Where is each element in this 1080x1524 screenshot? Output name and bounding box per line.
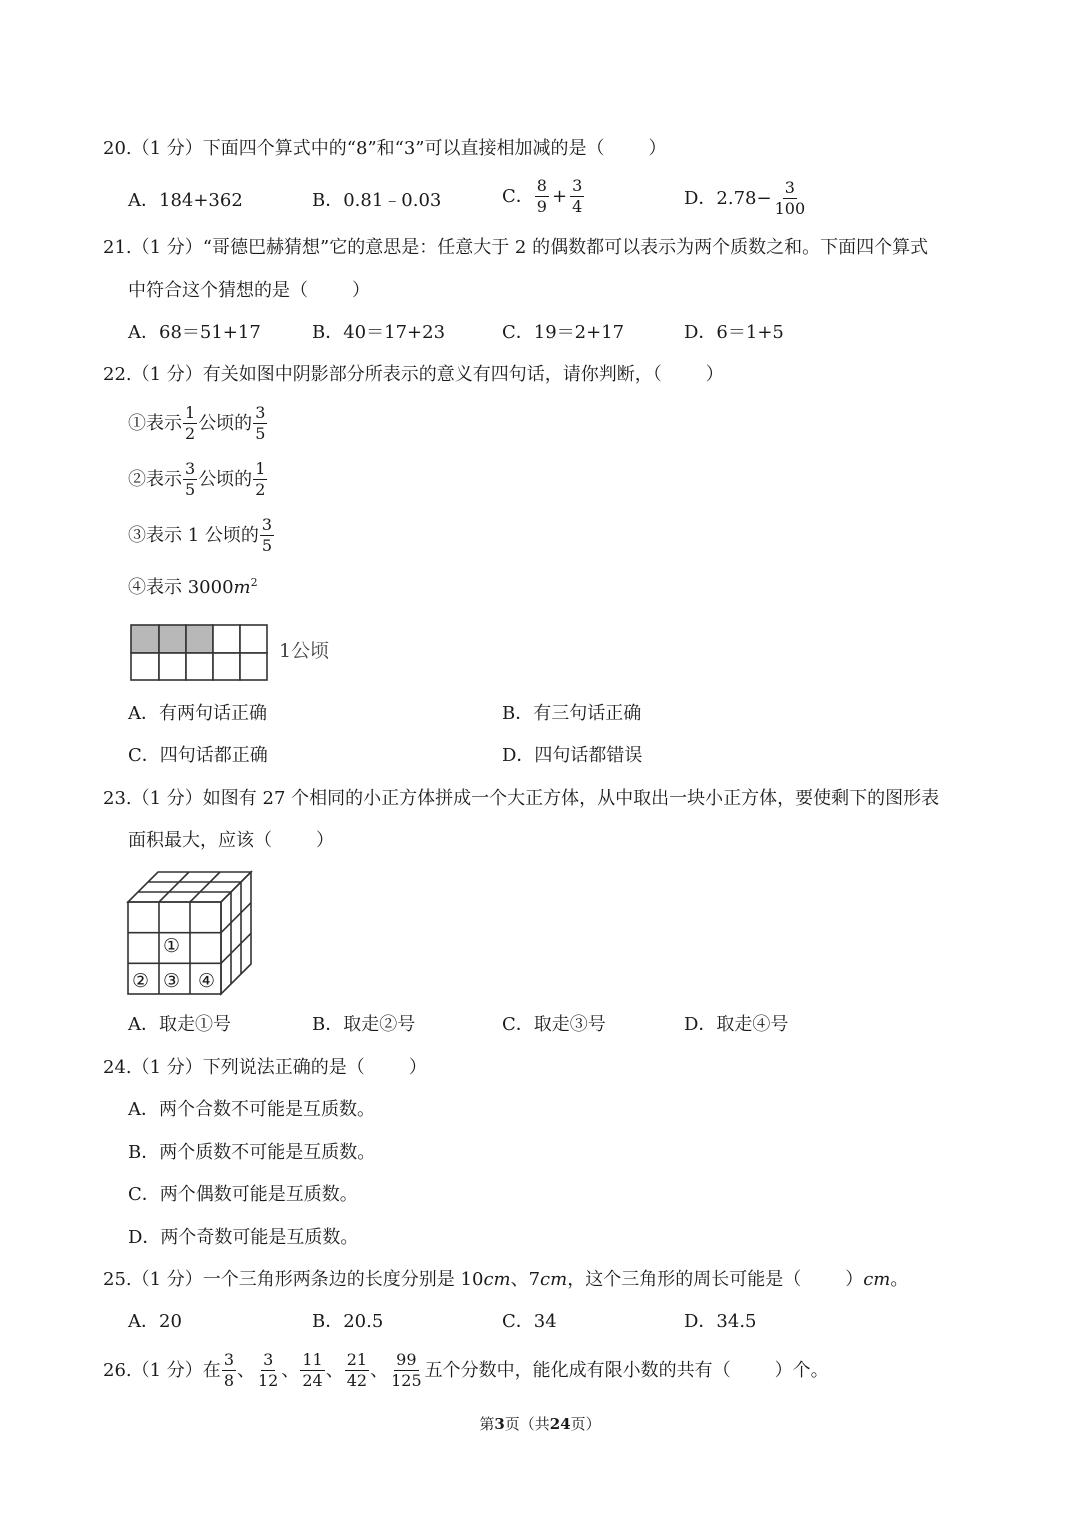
q22-statement-2: ②表示 $\frac{3}{5}$ 公顷的 $\frac{1}{2}$ [128,459,266,499]
q22-option-a: A．有两句话正确 [128,703,267,724]
q21-stem-line1: 21.（1 分）“哥德巴赫猜想”它的意思是：任意大于 2 的偶数都可以表示为两个质数之和。下面四个算式 [103,237,929,258]
q25-option-a: A．20 [128,1311,182,1332]
q23-option-c: C．取走③号 [502,1014,606,1035]
q21-option-b: B．40＝17+23 [312,322,446,343]
hectare-figure-label: 1公顷 [279,640,330,662]
q22-option-b: B．有三句话正确 [502,703,642,724]
q22-option-c: C．四句话都正确 [128,745,268,766]
grid-cell [186,653,213,680]
cube-label-4: ④ [198,970,216,992]
q20-option-a: A．184+362 [128,190,243,211]
q22-option-d: D．四句话都错误 [502,745,643,766]
fraction: $\frac{11}{24}$ [302,1350,323,1390]
fraction: $\frac{3}{100}$ [774,178,806,218]
q22-statement-1: ①表示 $\frac{1}{2}$ 公顷的 $\frac{3}{5}$ [128,403,266,443]
q25-option-b: B．20.5 [312,1311,384,1332]
hectare-grid-figure [128,622,273,684]
q23-option-a: A．取走①号 [128,1014,231,1035]
cube-right-face [221,872,251,994]
grid-cell-shaded [131,625,159,653]
q22-statement-3: ③表示 1 公顷的 $\frac{3}{5}$ [128,515,273,555]
q21-option-d: D．6＝1+5 [684,322,784,343]
grid-cell [240,653,267,680]
fraction: $\frac{3}{12}$ [258,1350,279,1390]
page-footer: 第3页（共24页） [479,1415,601,1433]
fraction: $\frac{3}{8}$ [223,1350,234,1390]
fraction: $\frac{1}{2}$ [185,403,196,443]
q24-option-a: A．两个合数不可能是互质数。 [128,1099,375,1120]
q25-option-d: D．34.5 [684,1311,757,1332]
q21-stem-line2: 中符合这个猜想的是（ ） [128,280,370,301]
fraction: $\frac{1}{2}$ [255,459,266,499]
grid-cell-shaded [186,625,213,653]
q25-stem: 25.（1 分）一个三角形两条边的长度分别是 10cm、7cm，这个三角形的周长可能是（ ）cm。 [103,1269,909,1290]
fraction: $\frac{99}{125}$ [391,1350,422,1390]
q22-statement-4: ④表示 $3000m^2$ [128,576,258,598]
q21-option-c: C．19＝2+17 [502,322,625,343]
q20-option-b: B．0.81﹣0.03 [312,190,442,211]
q24-option-b: B．两个质数不可能是互质数。 [128,1142,376,1163]
fraction: $\frac{3}{5}$ [185,459,196,499]
q23-option-d: D．取走④号 [684,1014,789,1035]
q23-stem-line2: 面积最大，应该（ ） [128,830,334,851]
grid-cell [131,653,159,680]
grid-cell [159,653,186,680]
cube-label-3: ③ [163,970,181,992]
q20-option-d: D．2.78− $\frac{3}{100}$ [684,178,806,218]
q24-option-d: D．两个奇数可能是互质数。 [128,1227,359,1248]
q23-option-b: B．取走②号 [312,1014,416,1035]
q25-option-c: C．34 [502,1311,557,1332]
fraction: $\frac{8}{9}$ [536,176,547,216]
grid-cell-shaded [159,625,186,653]
fraction: $\frac{3}{5}$ [261,515,273,555]
cube-label-1: ① [163,935,181,957]
q26-stem: 26.（1 分）在 $\frac{3}{8}$ 、 $\frac{3}{12}$ 、 $\frac{11}{24}$ 、 $\frac{21}{42}$ 、 $\frac{99}{125}$ 五个分数中，能化成有限小数的共有（ ）个。 [103,1350,829,1390]
fraction: $\frac{3}{5}$ [255,403,266,443]
grid-cell [213,653,240,680]
cube-label-2: ② [132,970,150,992]
q23-stem-line1: 23.（1 分）如图有 27 个相同的小正方体拼成一个大正方体，从中取出一块小正方体，要使剩下的图形表 [103,788,940,809]
q22-stem: 22.（1 分）有关如图中阴影部分所表示的意义有四句话，请你判断，（ ） [103,364,724,385]
grid-cell [240,625,267,653]
q20-option-c: C． $\frac{8}{9}$ + $\frac{3}{4}$ [502,176,583,216]
fraction: $\frac{21}{42}$ [346,1350,368,1390]
q24-stem: 24.（1 分）下列说法正确的是（ ） [103,1057,427,1078]
q20-stem: 20.（1 分）下面四个算式中的“8”和“3”可以直接相加减的是（ ） [103,138,667,159]
grid-cell [213,625,240,653]
fraction: $\frac{3}{4}$ [572,176,583,216]
q24-option-c: C．两个偶数可能是互质数。 [128,1184,358,1205]
q21-option-a: A．68＝51+17 [128,322,261,343]
cube-top-face [128,872,251,902]
